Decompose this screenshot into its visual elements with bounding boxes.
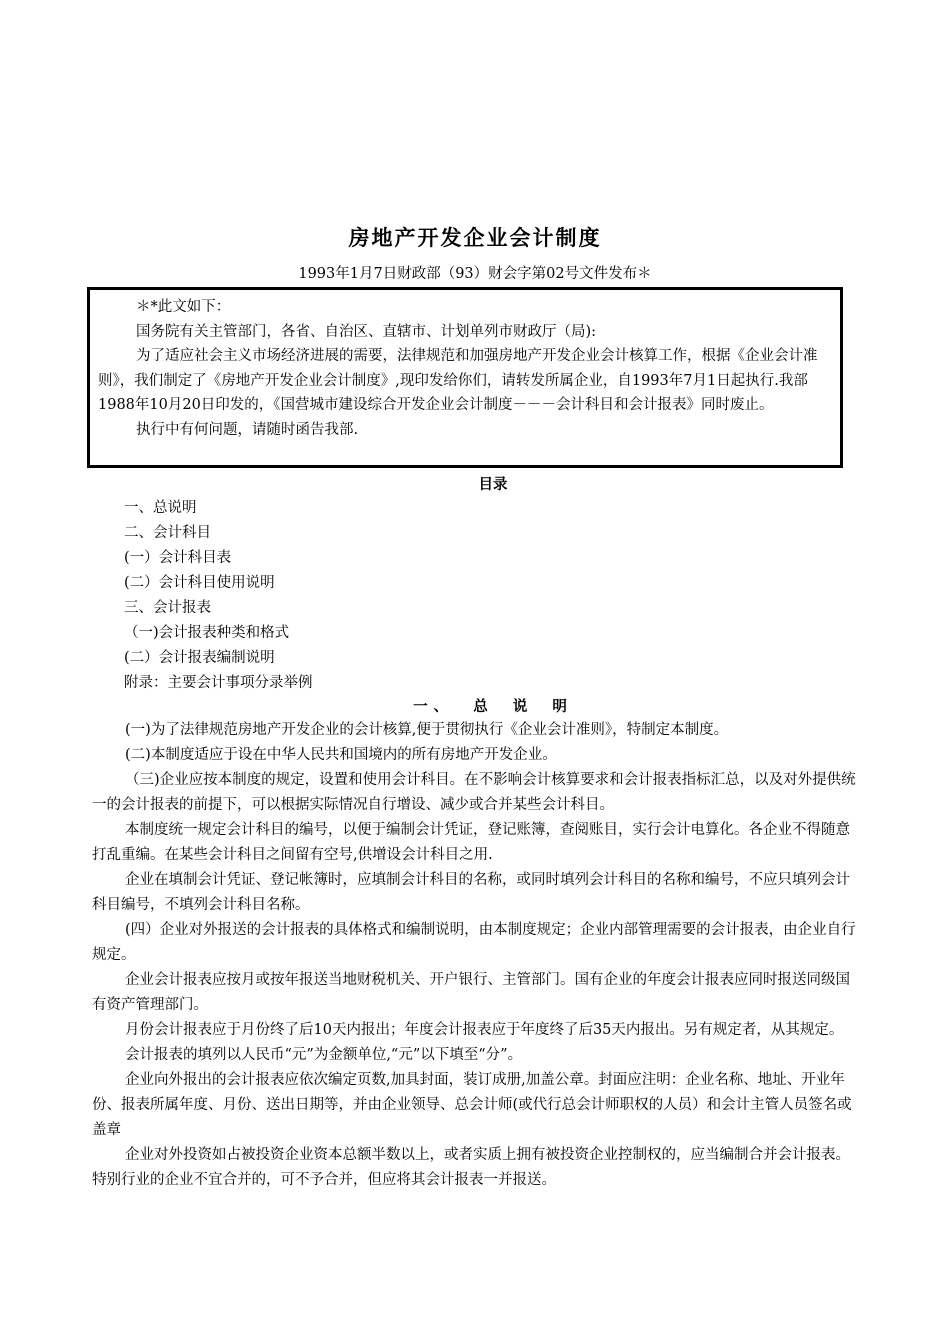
paragraph: 企业在填制会计凭证、登记帐簿时，应填制会计科目的名称，或同时填列会计科目的名称和编号，不应只填列会计科目编号，不填列会计科目名称。: [92, 872, 850, 913]
paragraph: 月份会计报表应于月份终了后10天内报出；年度会计报表应于年度终了后35天内报出。另有规定者，从其规定。: [125, 1022, 844, 1038]
document-title: 房地产开发企业会计制度: [348, 226, 602, 250]
notice-line: 为了适应社会主义市场经济进展的需要，法律规范和加强房地产开发企业会计核算工作，根据《企业会计准则》，我们制定了《房地产开发企业会计制度》,现印发给你们，请转发所属企业，自1993年7月1日起执行.我部1988年10月20日印发的，《国营城市建设综合开发企业会计制度－－－会计科目和会计报表》同时废止。: [98, 348, 818, 413]
toc-item: (一）会计科目表: [124, 550, 232, 566]
paragraph: (四）企业对外报送的会计报表的具体格式和编制说明，由本制度规定；企业内部管理需要的会计报表，由企业自行规定。: [92, 922, 856, 963]
toc-item: 三、会计报表: [124, 600, 211, 616]
paragraph: (二)本制度适应于设在中华人民共和国境内的所有房地产开发企业。: [125, 747, 557, 763]
notice-line: ＊*此文如下：: [136, 299, 231, 315]
paragraph: （三)企业应按本制度的规定，设置和使用会计科目。在不影响会计核算要求和会计报表指标汇总，以及对外提供统一的会计报表的前提下，可以根据实际情况自行增设、减少或合并某些会计科目。: [92, 772, 856, 813]
notice-box: [87, 287, 843, 468]
toc-item: （一)会计报表种类和格式: [124, 625, 290, 641]
paragraph: 企业向外报出的会计报表应依次编定页数,加具封面，装订成册,加盖公章。封面应注明：企业名称、地址、开业年份、报表所属年度、月份、送出日期等，并由企业领导、总会计师(或代行总会计师职权的人员）和会计主管人员签名或盖章: [92, 1072, 852, 1138]
paragraph: 企业会计报表应按月或按年报送当地财税机关、开户银行、主管部门。国有企业的年度会计报表应同时报送同级国有资产管理部门。: [92, 972, 850, 1013]
section-heading: 一、 总 说 明: [413, 699, 573, 715]
paragraph: 企业对外投资如占被投资企业资本总额半数以上，或者实质上拥有被投资企业控制权的，应当编制合并会计报表。特别行业的企业不宜合并的，可不予合并，但应将其会计报表一并报送。: [92, 1147, 850, 1188]
toc-item: 二、会计科目: [124, 525, 211, 541]
paragraph: 会计报表的填列以人民币“元”为金额单位,“元”以下填至“分”。: [125, 1047, 523, 1063]
section-body: [92, 718, 862, 1193]
document-subtitle: 1993年1月7日财政部（93）财会字第02号文件发布＊: [298, 266, 652, 282]
toc-item: 一、总说明: [124, 500, 197, 516]
toc-item: (二）会计科目使用说明: [124, 575, 275, 591]
notice-line: 国务院有关主管部门，各省、自治区、直辖市、计划单列市财政厅（局):: [136, 323, 597, 340]
paragraph: 本制度统一规定会计科目的编号，以便于编制会计凭证，登记账簿，查阅账目，实行会计电算化。各企业不得随意打乱重编。在某些会计科目之间留有空号,供增设会计科目之用.: [92, 822, 850, 863]
paragraph: (一)为了法律规范房地产开发企业的会计核算,便于贯彻执行《企业会计准则》，特制定本制度。: [125, 722, 729, 738]
table-of-contents: [124, 496, 313, 696]
toc-item: (二）会计报表编制说明: [124, 650, 275, 666]
toc-title: 目录: [478, 477, 508, 493]
notice-line: 执行中有何问题，请随时函告我部.: [136, 421, 359, 438]
toc-item: 附录：主要会计事项分录举例: [124, 675, 313, 691]
